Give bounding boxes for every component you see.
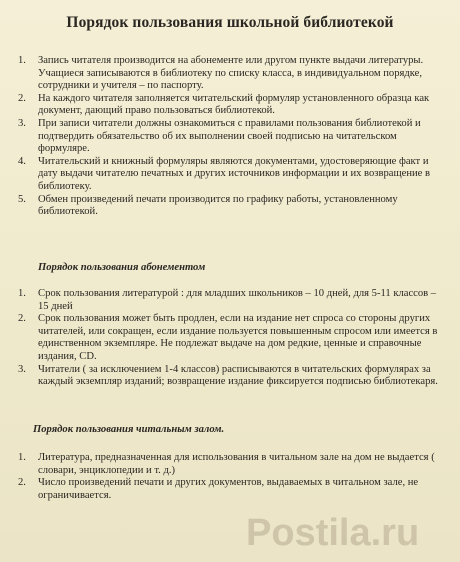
item-text: Литература, предназначенная для использования в читальном зале на дом не выдается ( словари, энциклопедии и т. д.) <box>38 452 435 476</box>
page-title: Порядок пользования школьной библиотекой <box>66 14 394 31</box>
item-text: При записи читатели должны ознакомиться с правилами пользования библиотекой и подтвердить обязательство об их выполнении своей подписью на читательском формуляре. <box>38 117 421 155</box>
list-item <box>18 194 444 219</box>
item-number: 3. <box>18 117 26 129</box>
item-number: 3. <box>18 363 26 375</box>
item-number: 1. <box>18 55 26 66</box>
list-item <box>18 93 444 118</box>
item-number: 1. <box>18 288 26 299</box>
list-item <box>18 313 444 363</box>
general-rules-list <box>18 55 444 219</box>
section-heading-abonement: Порядок пользования абонементом <box>38 262 206 273</box>
list-item <box>18 288 444 313</box>
list-item <box>18 55 444 93</box>
item-text: На каждого читателя заполняется читательский формуляр установленного образца как документ, дающий право пользоваться библиотекой. <box>38 92 430 117</box>
item-number: 1. <box>18 452 26 463</box>
list-item <box>18 477 444 502</box>
item-text: Срок пользования литературой : для младших школьников – 10 дней, для 5-11 классов – 15 дней <box>38 288 437 312</box>
item-text: Запись читателя производится на абонементе или другом пункте выдачи литературы. Учащиеся записываются в библиотеку по списку класса, в индивидуальном порядке, сотрудники и учителя – по паспорту. <box>38 55 424 92</box>
reading-room-rules-list <box>18 452 444 502</box>
postila-watermark-logo <box>242 505 452 557</box>
item-text: Читатели ( за исключением 1-4 классов) расписываются в читательских формулярах за каждый экземпляр изданий; возвращение издание фиксируется подписью библиотекаря. <box>38 363 438 388</box>
item-text: Срок пользования может быть продлен, если на издание нет спроса со стороны других читателей, или сокращен, если издание пользуется повышенным спросом или имеется в единственном экземпляре. Не подлежат выдаче на дом редкие, ценные и справочные издания, CD. <box>38 313 438 362</box>
item-text: Обмен произведений печати производится по графику работы, установленному библиотекой. <box>38 193 398 218</box>
item-number: 2. <box>18 313 26 325</box>
list-item <box>18 156 444 194</box>
abonement-rules-list <box>18 288 444 389</box>
item-number: 2. <box>18 477 26 489</box>
item-text: Число произведений печати и других документов, выдаваемых в читальном зале, не ограничивается. <box>38 477 419 501</box>
watermark-logo-icon <box>242 505 452 557</box>
list-item <box>18 452 444 477</box>
list-item <box>18 118 444 156</box>
item-number: 5. <box>18 193 26 205</box>
item-number: 2. <box>18 92 26 104</box>
section-heading-reading-room: Порядок пользования читальным залом. <box>33 424 225 435</box>
item-number: 4. <box>18 155 26 167</box>
list-item <box>18 364 444 389</box>
item-text: Читательский и книжный формуляры являются документами, удостоверяющие факт и дату выдачи читателю печатных и других источников информации и их возвращение в библиотеку. <box>38 155 431 192</box>
watermark-text: Postila.ru <box>246 512 420 554</box>
